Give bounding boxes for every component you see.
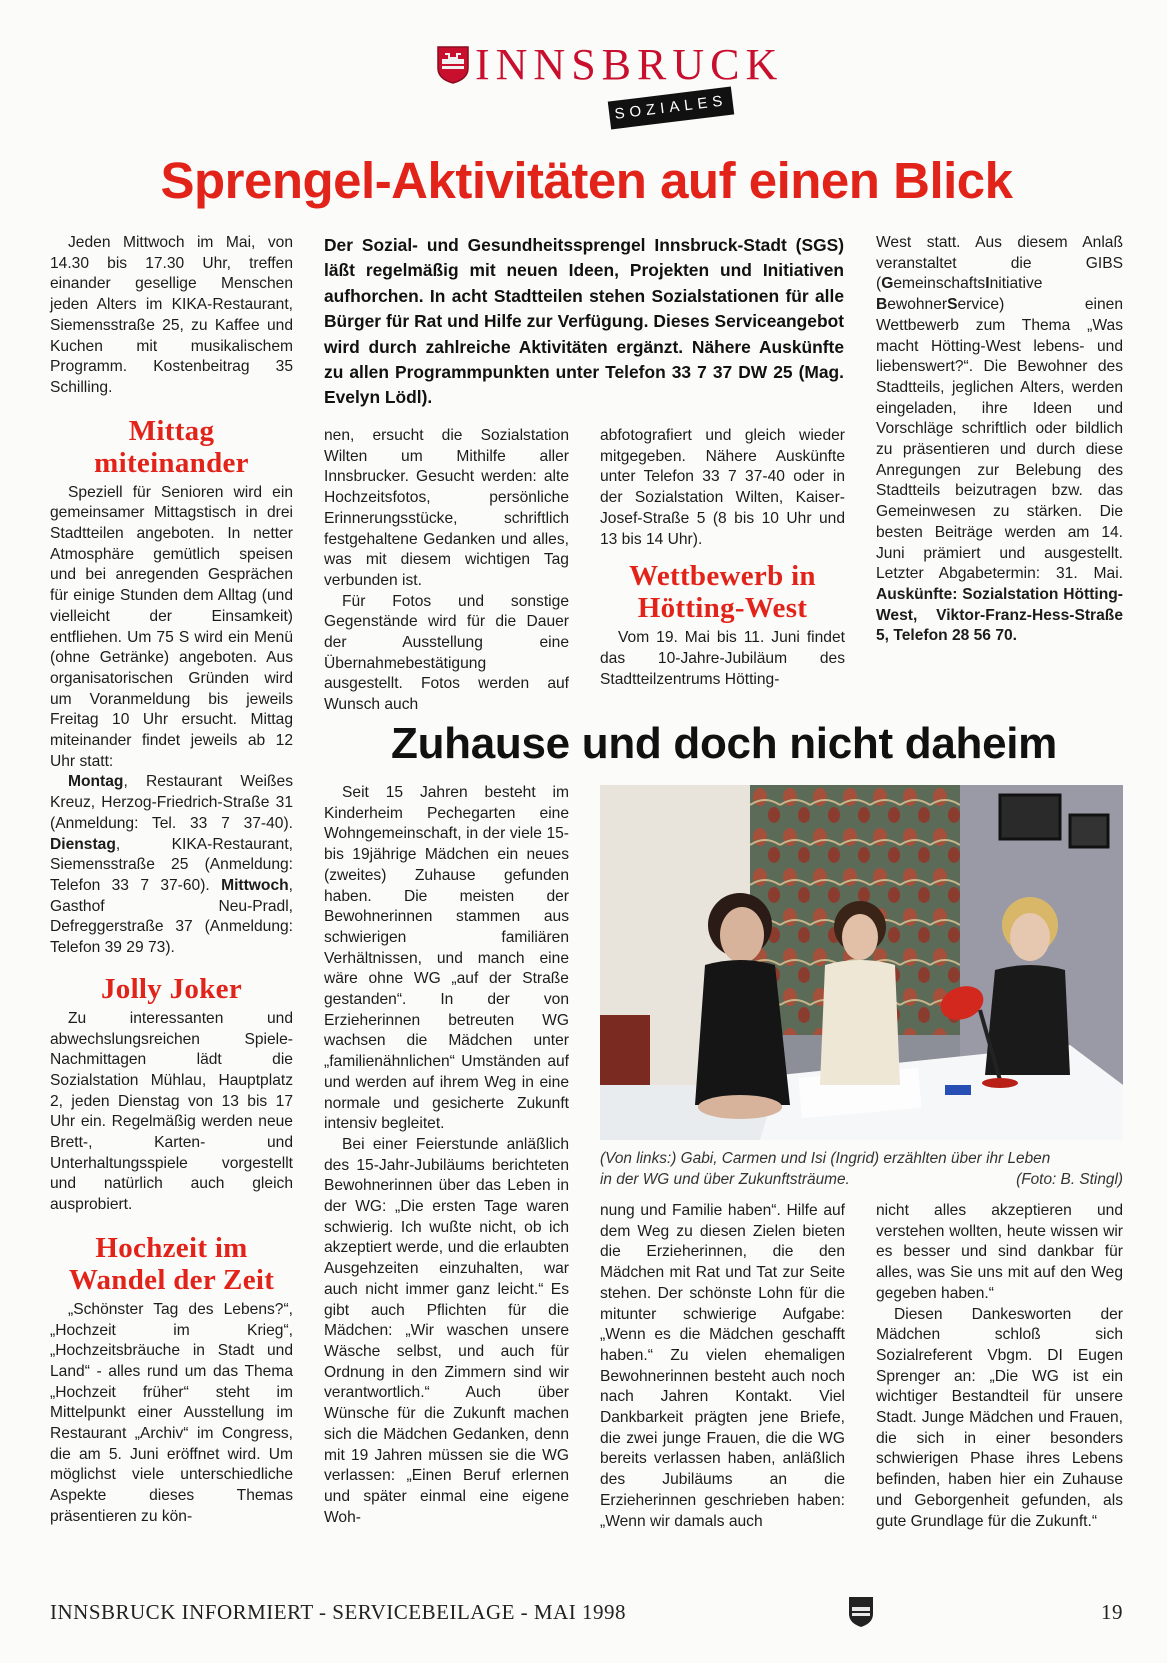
masthead-title: INNSBRUCK	[475, 40, 784, 89]
photo-illustration	[600, 785, 1123, 1140]
innsbruck-coat-of-arms-icon	[437, 46, 469, 84]
mittag-schedule	[50, 772, 293, 958]
section-label: SOZIALES	[608, 87, 734, 130]
column-3-upper	[600, 426, 845, 690]
hochzeit-continued-3: abfotografiert und gleich wieder mitgegeben. Nähere Auskünfte unter Telefon 33 7 37-40 oder in der Sozialstation Wilten, Kaiser-Josef-Straße 5 (8 bis 10 Uhr und 13 bis 14 Uhr).	[600, 427, 845, 548]
zuhause-headline: Zuhause und doch nicht daheim	[391, 719, 1057, 768]
footer-coat-of-arms-icon	[848, 1596, 874, 1628]
column-4-lower	[876, 1201, 1123, 1532]
zuhause-paragraph-2: Bei einer Feierstunde anläßlich des 15-Jahr-Jubiläums berichteten Bewohnerinnen über das Leben in der WG: „Die ersten Tage waren schwierig. Ich wußte nicht, ob ich akzeptiert werde, und die erlaubten Ausgehzeiten einzuhalten, war auch nicht immer ganz leicht.“ Es gibt auch Pflichten für die Mädchen: „Wir waschen unsere Wäsche selbst, und auch für Ordnung in den Zimmern sind wir verantwortlich.“ Auch über Wünsche für die Zukunft machen sich die Mädchen Gedanken, denn mit 19 Jahren müssen sie die WG verlassen: „Einen Beruf erlernen und später einmal eine eigene Woh-	[324, 1135, 569, 1526]
wettbewerb-heading: Wettbewerb in Hötting-West	[629, 560, 816, 625]
lead-paragraph: Der Sozial- und Gesundheitssprengel Innsbruck-Stadt (SGS) läßt regelmäßig mit neuen Ideen, Projekten und Initiativen aufhorchen. In acht Stadtteilen stehen Sozialstationen für alle Bürger für Rat und Hilfe zur Verfügung. Dieses Serviceangebot wird durch zahlreiche Aktivitäten ergänzt. Nähere Auskünfte zu allen Programmpunkten unter Telefon 33 7 37 DW 25 (Mag. Evelyn Lödl).	[324, 235, 844, 408]
column-2-lower	[324, 783, 569, 1528]
intro-paragraph: Jeden Mittwoch im Mai, von 14.30 bis 17.30 Uhr, treffen einander gesellige Menschen jeden Alters im KIKA-Restaurant, Siemensstraße 25, zu Kaffee und Kuchen mit musikalischem Programm. Kostenbeitrag 35 Schilling.	[50, 234, 293, 396]
hochzeit-heading: Hochzeit im Wandel der Zeit	[68, 1231, 275, 1296]
wettbewerb-text-e: ervice) einen Wettbewerb zum Thema „Was macht Hötting-West lebens- und liebenswert?“. Die Bewohner des Stadtteils, jeglichen Alters, werden eingeladen, ihre Ideen und Vorschläge schriftlich oder bildlich zu präsentieren und durch diese Anregungen zur Belebung des Stadtteils beizutragen bzw. das Gemeinwesen zu stärken. Die besten Beiträge werden am 14. Juni prämiert und ausgestellt. Letzter Abgabetermin: 31. Mai.	[876, 296, 1123, 583]
masthead	[437, 38, 784, 128]
zuhause-paragraph-4: nicht alles akzeptieren und verstehen wollten, heute wissen wir es besser und sind dankbar für alles, was Sie uns mit auf den Weg gegeben haben.“	[876, 1202, 1123, 1302]
column-4-upper	[876, 233, 1123, 647]
zuhause-paragraph-1: Seit 15 Jahren besteht im Kinderheim Pechegarten eine Wohngemeinschaft, in der viele 15- bis 19jährige Mädchen ein neues (zweites) Zuhause gefunden haben. Die meisten der Bewohnerinnen stammen aus schwierigen familiären Verhältnissen, und manch eine wäre ohne WG „auf der Straße gestanden“. In der von Erzieherinnen betreuten WG wachsen die Mädchen unter „familienähnlichen“ Umständen auf und werden auf ihrem Weg in eine normale und gesicherte Zukunft intensiv begleitet.	[324, 784, 569, 1133]
wettbewerb-contact: Auskünfte: Sozialstation Hötting-West, Viktor-Franz-Hess-Straße 5, Telefon 28 56 70.	[876, 585, 1123, 645]
hochzeit-continued: nen, ersucht die Sozialstation Wilten um Mithilfe aller Innsbrucker. Gesucht werden: alte Hochzeitsfotos, persönliche Erinnerungsstücke, schriftlich festgehaltene Gedanken und alles, was mit diesem wichtigen Tag verbunden ist.	[324, 427, 569, 589]
main-headline: Sprengel-Aktivitäten auf einen Blick	[160, 152, 1013, 209]
wettbewerb-text: Vom 19. Mai bis 11. Juni findet das 10-Jahre-Jubiläum des Stadtteilzentrums Hötting-	[600, 629, 845, 688]
hochzeit-text: „Schönster Tag des Lebens?“, „Hochzeit im Krieg“, „Hochzeitsbräuche in Stadt und Land“ - alles rund um das Thema „Hochzeit früher“ steht im Mittelpunkt einer Ausstellung im Restaurant „Archiv“ im Congress, die am 5. Juni eröffnet wird. Um möglichst viele unterschiedliche Aspekte dieses Themas präsentieren zu kön-	[50, 1300, 293, 1525]
gibs-i: I	[985, 275, 990, 293]
page-number: 19	[1101, 1600, 1123, 1624]
wettbewerb-text-d: ewohner	[887, 296, 948, 314]
tuesday-label: Dienstag	[50, 835, 116, 853]
wettbewerb-text-a: West statt. Aus diesem Anlaß veranstaltet die GIBS (	[876, 234, 1123, 293]
column-3-lower	[600, 1201, 845, 1532]
mittag-heading: Mittag miteinander	[94, 414, 249, 479]
caption-line-1: (Von links:) Gabi, Carmen und Isi (Ingrid) erzählten über ihr Leben	[600, 1150, 1051, 1167]
page-footer	[50, 1600, 1123, 1625]
hochzeit-continued-2: Für Fotos und sonstige Gegenstände wird für die Dauer der Ausstellung eine Übernahmebestätigung ausgestellt. Fotos werden auf Wunsch auch	[324, 592, 569, 714]
gibs-b: B	[876, 296, 888, 314]
wettbewerb-text-b: emeinschafts	[893, 275, 986, 293]
zuhause-paragraph-5: Diesen Dankesworten der Mädchen schloß sich Sozialreferent Vbgm. DI Eugen Sprenger an: „Die WG ist ein wichtiger Bestandteil für unsere Stadt. Junge Mädchen und Frauen, die sich in einer besonders schwierigen Phase ihres Lebens befinden, haben hier ein Zuhause und Geborgenheit gefunden, als gute Grundlage für die Zukunft.“	[876, 1305, 1123, 1530]
tuesday-text: , KIKA-Restaurant, Siemensstraße 25 (Anmeldung: Telefon 33 7 37-60).	[50, 835, 293, 894]
caption-line-2-row	[600, 1169, 1123, 1190]
monday-text: , Restaurant Weißes Kreuz, Herzog-Friedrich-Straße 31 (Anmeldung: Tel. 33 7 37-40).	[50, 773, 293, 832]
photo-credit: (Foto: B. Stingl)	[1016, 1171, 1123, 1188]
column-2-upper	[324, 426, 569, 716]
gibs-g: G	[881, 275, 894, 293]
photo-three-girls	[600, 785, 1123, 1140]
mittag-text: Speziell für Senioren wird ein gemeinsamer Mittagstisch in drei Stadtteilen angeboten. In netter Atmosphäre gemütlich speisen und bei anregenden Gesprächen für einige Stunden dem Alltag (und vielleicht der Einsamkeit) entfliehen. Um 75 S wird ein Menü (ohne Getränke) angeboten. Aus organisatorischen Gründen wird um Voranmeldung bis jeweils Freitag 10 Uhr ersucht. Mittag miteinander findet jeweils ab 12 Uhr statt:	[50, 483, 293, 770]
photo-caption	[600, 1148, 1123, 1190]
wednesday-text: , Gasthof Neu-Pradl, Defreggerstraße 37 (Anmeldung: Telefon 39 29 73).	[50, 876, 293, 957]
jolly-heading: Jolly Joker	[100, 972, 243, 1005]
zuhause-paragraph-3: nung und Familie haben“. Hilfe auf dem Weg zu diesen Zielen bieten die Erzieherinnen, die den Mädchen mit Rat und Tat zur Seite stehen. Der schönste Lohn für die mitunter schwierige Aufgabe: „Wenn es die Mädchen geschafft haben.“ Zu vielen ehemaligen Bewohnerinnen besteht auch noch nach Jahren Kontakt. Viel Dankbarkeit prägten jene Briefe, die zwei junge Frauen, die die WG bereits verlassen haben, anläßlich des Jubiläums an die Erzieherinnen geschrieben haben: „Wenn wir damals auch	[600, 1202, 845, 1530]
wednesday-label: Mittwoch	[221, 876, 289, 894]
jolly-text: Zu interessanten und abwechslungsreichen Spiele-Nachmittagen lädt die Sozialstation Mühlau, Hauptplatz 2, jeden Dienstag von 13 bis 17 Uhr ein. Regelmäßig werden neue Brett-, Karten- und Unterhaltungsspiele vorgestellt und natürlich auch gleich ausprobiert.	[50, 1009, 293, 1214]
monday-label: Montag	[68, 773, 124, 791]
publication-name: INNSBRUCK INFORMIERT - SERVICEBEILAGE - MAI 1998	[50, 1600, 627, 1624]
column-1	[50, 233, 293, 1528]
wettbewerb-continued	[876, 233, 1123, 647]
gibs-s: S	[947, 296, 958, 314]
wettbewerb-text-c: nitiative	[989, 275, 1043, 293]
caption-line-2: in der WG und über Zukunftsträume.	[600, 1171, 850, 1188]
